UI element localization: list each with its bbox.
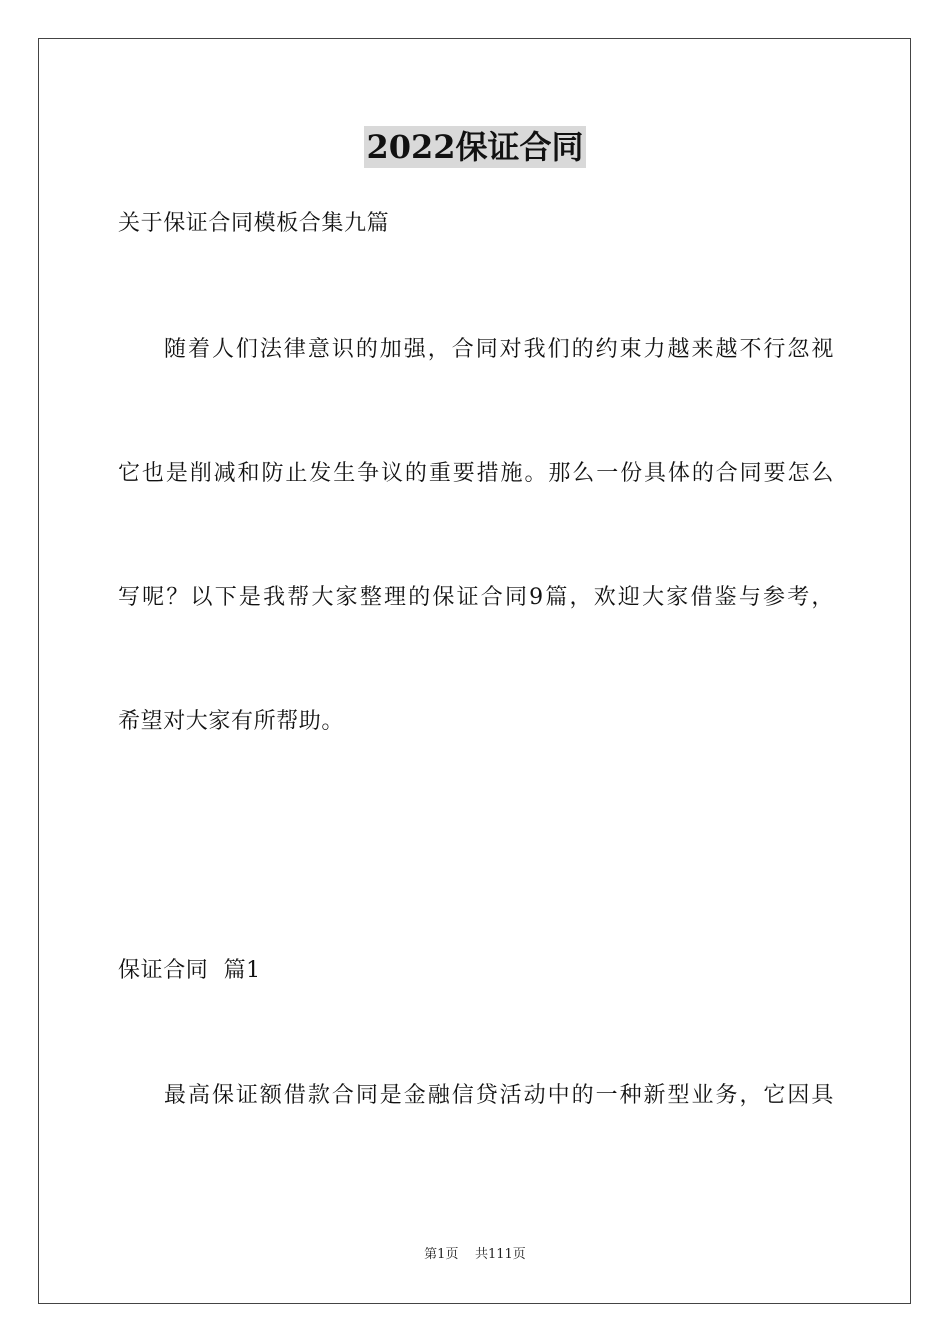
page-total: 共111页 — [474, 1247, 526, 1262]
page-footer — [0, 1246, 950, 1264]
page-number: 第1页 — [424, 1247, 459, 1262]
document-subtitle: 关于保证合同模板合集九篇 — [118, 211, 390, 236]
paragraph-line: 希望对大家有所帮助。 — [118, 709, 345, 734]
paragraph-line: 它也是削减和防止发生争议的重要措施。那么一份具体的合同要怎么 — [118, 461, 834, 486]
title-container — [0, 126, 950, 168]
paragraph-line: 最高保证额借款合同是金融信贷活动中的一种新型业务，它因具 — [164, 1083, 834, 1108]
document-title: 2022保证合同 — [366, 128, 584, 166]
paragraph-line: 写呢？以下是我帮大家整理的保证合同9篇，欢迎大家借鉴与参考， — [118, 585, 834, 610]
section-heading: 保证合同 篇1 — [118, 958, 261, 983]
paragraph-line: 随着人们法律意识的加强，合同对我们的约束力越来越不行忽视 — [164, 337, 834, 362]
